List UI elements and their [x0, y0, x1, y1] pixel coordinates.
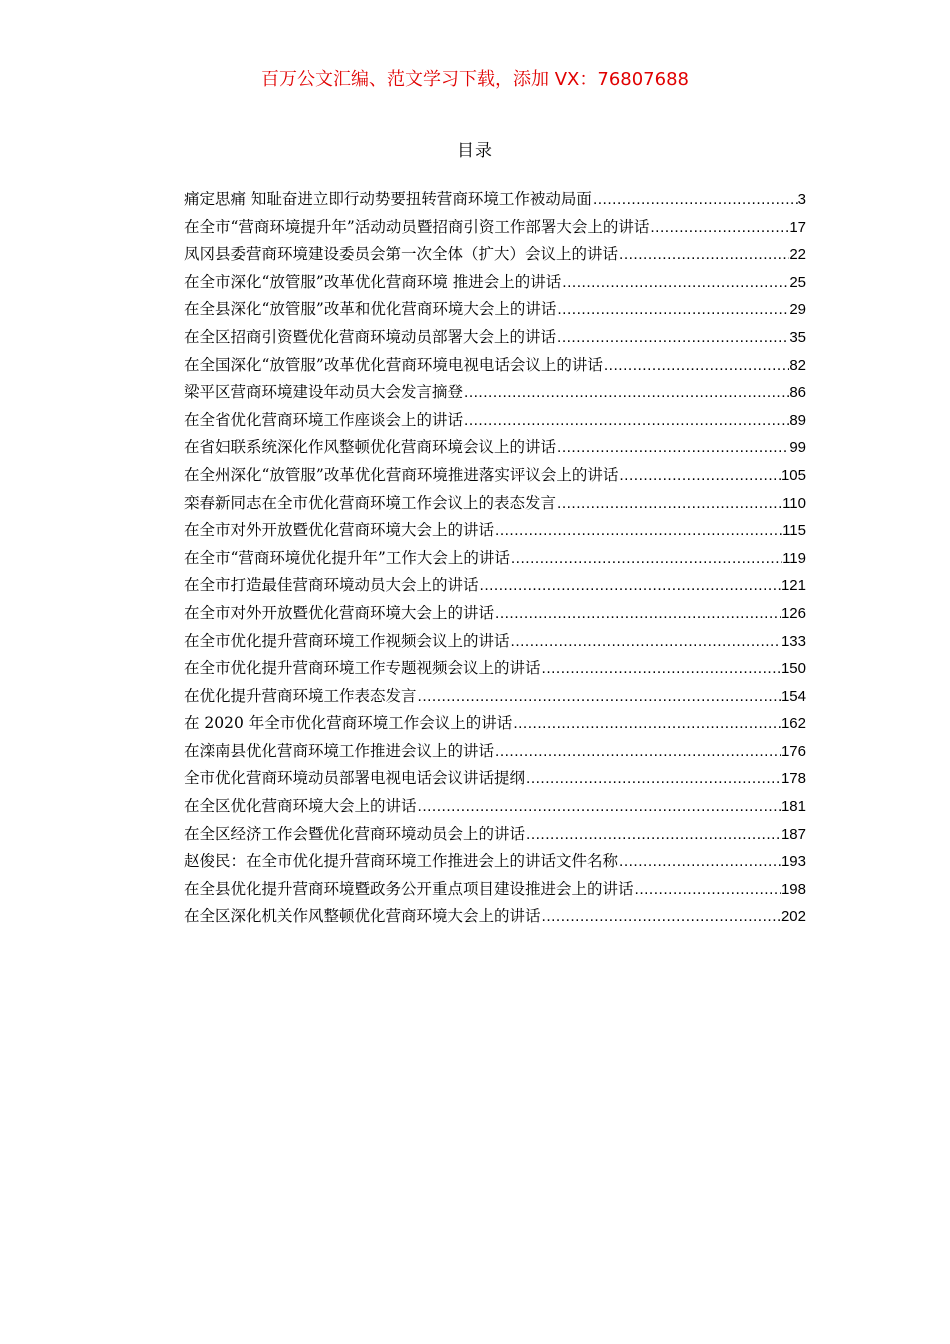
toc-entry-title: 梁平区营商环境建设年动员大会发言摘登: [184, 383, 464, 402]
toc-dot-leader: [494, 600, 781, 628]
toc-dot-leader: [417, 683, 781, 711]
toc-entry-page: 121: [780, 577, 806, 595]
toc-entry[interactable]: [184, 710, 806, 738]
toc-entry-page: 198: [780, 880, 806, 898]
toc-entry-title: 在全市对外开放暨优化营商环境大会上的讲话: [184, 603, 495, 622]
toc-entry[interactable]: [184, 462, 806, 490]
toc-entry[interactable]: [184, 738, 806, 766]
toc-entry-page: 193: [780, 853, 806, 871]
toc-entry-page: 150: [780, 660, 806, 678]
toc-dot-leader: [494, 738, 781, 766]
toc-entry[interactable]: [184, 241, 806, 269]
toc-entry-title: 在全市对外开放暨优化营商环境大会上的讲话: [184, 521, 495, 540]
toc-entry[interactable]: [184, 793, 806, 821]
toc-title: 目录: [457, 141, 493, 161]
toc-entry-title: 赵俊民：在全市优化提升营商环境工作推进会上的讲话文件名称: [184, 852, 619, 871]
toc-dot-leader: [556, 490, 782, 518]
toc-entry-title: 在全区经济工作会暨优化营商环境动员会上的讲话: [184, 824, 526, 843]
toc-entry-page: 126: [780, 604, 806, 622]
toc-dot-leader: [525, 821, 781, 849]
toc-entry[interactable]: [184, 600, 806, 628]
toc-dot-leader: [618, 462, 781, 490]
toc-entry-title: 在全市优化提升营商环境工作专题视频会议上的讲话: [184, 659, 541, 678]
toc-dot-leader: [634, 876, 781, 904]
toc-entry-title: 在 2020 年全市优化营商环境工作会议上的讲话: [184, 714, 513, 733]
toc-dot-leader: [603, 352, 789, 380]
promo-header: 百万公文汇编、范文学习下载，添加 VX：76807688: [261, 69, 689, 90]
toc-entry-title: 在全省优化营商环境工作座谈会上的讲话: [184, 410, 464, 429]
toc-dot-leader: [618, 241, 789, 269]
toc-entry-title: 在全市优化提升营商环境工作视频会议上的讲话: [184, 631, 510, 650]
toc-entry[interactable]: [184, 572, 806, 600]
toc-entry[interactable]: [184, 324, 806, 352]
toc-entry[interactable]: [184, 379, 806, 407]
toc-entry-page: 29: [789, 301, 806, 319]
toc-entry-title: 凤冈县委营商环境建设委员会第一次全体（扩大）会议上的讲话: [184, 245, 619, 264]
toc-entry-title: 在省妇联系统深化作风整顿优化营商环境会议上的讲话: [184, 438, 557, 457]
toc-entry[interactable]: [184, 490, 806, 518]
toc-dot-leader: [541, 655, 781, 683]
toc-entry[interactable]: [184, 434, 806, 462]
toc-entry-title: 栾春新同志在全市优化营商环境工作会议上的表态发言: [184, 493, 557, 512]
toc-dot-leader: [510, 545, 782, 573]
toc-entry-title: 在全县优化提升营商环境暨政务公开重点项目建设推进会上的讲话: [184, 879, 634, 898]
toc-entry-page: 86: [789, 384, 806, 402]
toc-entry-title: 全市优化营商环境动员部署电视电话会议讲话提纲: [184, 769, 526, 788]
toc-dot-leader: [592, 186, 798, 214]
toc-entry-page: 105: [780, 466, 806, 484]
toc-dot-leader: [618, 848, 781, 876]
toc-entry-page: 119: [782, 549, 806, 567]
toc-entry[interactable]: [184, 545, 806, 573]
toc-entry-page: 202: [780, 908, 806, 926]
toc-entry-title: 在全州深化“放管服”改革优化营商环境推进落实评议会上的讲话: [184, 465, 619, 484]
toc-entry-page: 22: [789, 246, 806, 264]
toc-dot-leader: [417, 793, 781, 821]
toc-entry-title: 在全市“营商环境提升年”活动动员暨招商引资工作部署大会上的讲话: [184, 217, 650, 236]
toc-entry-page: 133: [780, 632, 806, 650]
toc-entry-page: 3: [797, 191, 806, 208]
toc-entry-title: 在全市打造最佳营商环境动员大会上的讲话: [184, 576, 479, 595]
toc-entry[interactable]: [184, 876, 806, 904]
toc-entry-page: 187: [780, 825, 806, 843]
toc-entry-title: 在全区优化营商环境大会上的讲话: [184, 797, 417, 816]
toc-dot-leader: [510, 628, 781, 656]
toc-entry[interactable]: [184, 655, 806, 683]
toc-entry[interactable]: [184, 296, 806, 324]
toc-dot-leader: [556, 296, 789, 324]
toc-entry-title: 在全国深化“放管服”改革优化营商环境电视电话会议上的讲话: [184, 355, 603, 374]
toc-entry[interactable]: [184, 352, 806, 380]
toc-entry-title: 在优化提升营商环境工作表态发言: [184, 686, 417, 705]
toc-dot-leader: [494, 517, 782, 545]
toc-dot-leader: [525, 765, 781, 793]
toc-dot-leader: [649, 214, 789, 242]
toc-entry[interactable]: [184, 903, 806, 931]
toc-entry[interactable]: [184, 848, 806, 876]
toc-entry[interactable]: [184, 186, 806, 214]
toc-entry-page: 115: [782, 522, 806, 540]
toc-entry[interactable]: [184, 214, 806, 242]
toc-entry-title: 在全市深化“放管服”改革优化营商环境 推进会上的讲话: [184, 272, 562, 291]
toc-entry-title: 痛定思痛 知耻奋进立即行动势要扭转营商环境工作被动局面: [184, 190, 592, 208]
toc-dot-leader: [463, 379, 789, 407]
toc-entry-page: 110: [782, 494, 806, 512]
toc-entry-page: 178: [780, 770, 806, 788]
toc-entry[interactable]: [184, 407, 806, 435]
toc-entry[interactable]: [184, 269, 806, 297]
toc-entry-title: 在滦南县优化营商环境工作推进会议上的讲话: [184, 741, 495, 760]
toc-entry-page: 176: [780, 742, 806, 760]
toc-entry-title: 在全县深化“放管服”改革和优化营商环境大会上的讲话: [184, 300, 557, 319]
toc-entry-page: 25: [789, 273, 806, 291]
toc-dot-leader: [556, 324, 789, 352]
toc-entry-page: 99: [789, 439, 806, 457]
toc-entry-page: 154: [780, 687, 806, 705]
toc-dot-leader: [561, 269, 789, 297]
toc-entry-page: 181: [780, 798, 806, 816]
toc-entry-title: 在全市“营商环境优化提升年”工作大会上的讲话: [184, 548, 510, 567]
toc-entry-title: 在全区招商引资暨优化营商环境动员部署大会上的讲话: [184, 327, 557, 346]
toc-entry-page: 89: [789, 411, 806, 429]
toc-entry-page: 17: [789, 218, 806, 236]
toc-entry-page: 82: [789, 356, 806, 374]
toc-dot-leader: [541, 903, 781, 931]
toc-dot-leader: [556, 434, 789, 462]
toc-entry[interactable]: [184, 683, 806, 711]
toc-entry-page: 35: [789, 328, 806, 346]
toc-entry[interactable]: [184, 765, 806, 793]
toc-entry[interactable]: [184, 517, 806, 545]
toc-entry-title: 在全区深化机关作风整顿优化营商环境大会上的讲话: [184, 907, 541, 926]
toc-entry[interactable]: [184, 628, 806, 656]
toc-entry[interactable]: [184, 821, 806, 849]
toc-dot-leader: [463, 407, 789, 435]
toc-entry-page: 162: [780, 715, 806, 733]
toc-dot-leader: [479, 572, 781, 600]
table-of-contents: [184, 186, 806, 931]
toc-dot-leader: [512, 710, 781, 738]
